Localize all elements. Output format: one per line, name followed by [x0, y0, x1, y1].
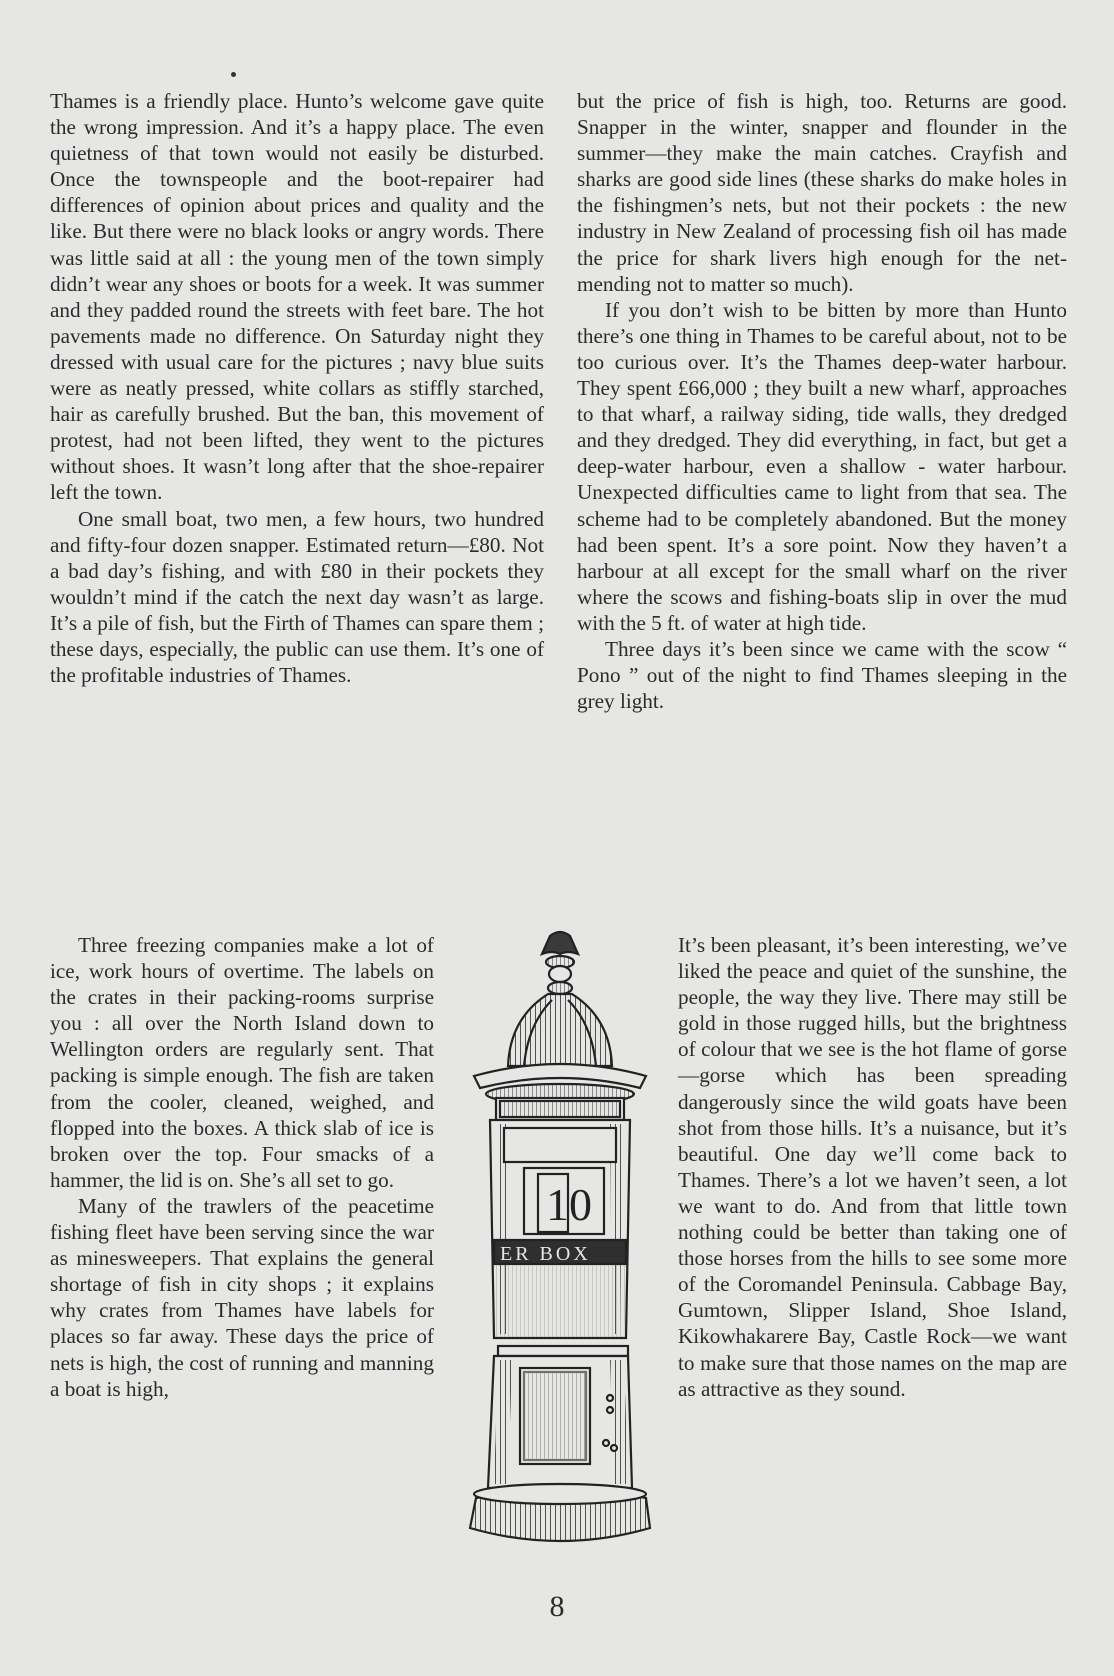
left-column-lower	[50, 932, 434, 1402]
pillar-box-icon	[440, 928, 680, 1558]
paragraph: Many of the trawlers of the peacetime fishing fleet have been serving since the war as minesweepers. That explains the general shortage of fish in city shops ; it explains why crates from Thames have labels for places so far away. These days the price of nets is high, the cost of running and manning a boat is high,	[50, 1193, 434, 1401]
paragraph: Three days it’s been since we came with the scow “ Pono ” out of the night to find Thames sleeping in the grey light.	[577, 636, 1067, 714]
right-column-upper	[577, 88, 1067, 714]
band-text: ER BOX	[500, 1243, 591, 1265]
paragraph: If you don’t wish to be bitten by more than Hunto there’s one thing in Thames to be careful about, not to be too curious over. It’s the Thames deep-water harbour. They spent £66,000 ; they built a new wharf, approaches to that wharf, a railway siding, tide walls, they dredged and they dredged. They did everything, in fact, but get a deep-water harbour, even a shallow - water harbour. Unexpected difficulties came to light from that sea. The scheme had to be completely abandoned. But the money had been spent. It’s a sore point. Now they haven’t a harbour at all except for the small wharf on the river where the scows and fishing-boats slip in over the mud with the 5 ft. of water at high tide.	[577, 297, 1067, 635]
paragraph: but the price of fish is high, too. Returns are good. Snapper in the winter, snapper and flounder in the summer—they make the main catches. Crayfish and sharks are good side lines (these sharks do make holes in the fishingmen’s nets, but not their pockets : the new industry in New Zealand of processing fish oil has made the price for shark livers high enough for the net-mending not to matter so much).	[577, 89, 1067, 296]
right-column-lower	[678, 932, 1067, 1402]
paragraph: Three freezing companies make a lot of ice, work hours of overtime. The labels on the crates in their packing-rooms surprise you : all over the North Island down to Wellington orders are regularly sent. That packing is simple enough. The fish are taken from the cooler, cleaned, weighed, and flopped into the boxes. A thick slab of ice is broken over the top. Four smacks of a hammer, the lid is on. She’s all set to go.	[50, 933, 434, 1192]
paragraph: It’s been pleasant, it’s been interesting, we’ve liked the peace and quiet of the sunshine, the people, the way they live. There may still be gold in those rugged hills, but the brightness of colour that we see is the hot flame of gorse—gorse which has been spreading dangerously since the wild goats have been shot from those hills. It’s a nuisance, but it’s beautiful. One day we’ll come back to Thames. There’s a lot we haven’t seen, a lot we want to do. And from that little town nothing could be better than taking one of those horses from the hills to see some more of the Coromandel Peninsula. Cabbage Bay, Gumtown, Slipper Island, Shoe Island, Kikowhakarere Bay, Castle Rock—we want to make sure that those names on the map are as attractive as they sound.	[678, 933, 1067, 1401]
page-number: 8	[549, 1590, 565, 1623]
paragraph: One small boat, two men, a few hours, two hundred and fifty-four dozen snapper. Estimated return—£80. Not a bad day’s fishing, and with £80 in their pockets they wouldn’t mind if the catch the next day wasn’t as large. It’s a pile of fish, but the Firth of Thames can spare them ; these days, especially, the public can use them. It’s one of the profitable industries of Thames.	[50, 506, 544, 688]
left-column-upper	[50, 88, 544, 688]
ink-speck	[231, 72, 236, 77]
paragraph: Thames is a friendly place. Hunto’s welcome gave quite the wrong impression. And it’s a happy place. The even quietness of that town would not easily be disturbed. Once the townspeople and the boot-repairer had differences of opinion about prices and quality and the like. But there were no black looks or angry words. There was little said at all : the young men of the town simply didn’t wear any shoes or boots for a week. It was summer and they padded round the streets with feet bare. The hot pavements made no difference. On Saturday night they dressed with usual care for the pictures ; navy blue suits were as neatly pressed, white collars as stiffly starched, hair as carefully brushed. But the ban, this movement of protest, had not been lifted, they went to the pictures without shoes. It wasn’t long after that the shoe-repairer left the town.	[50, 89, 544, 505]
door-number: 10	[546, 1179, 592, 1230]
